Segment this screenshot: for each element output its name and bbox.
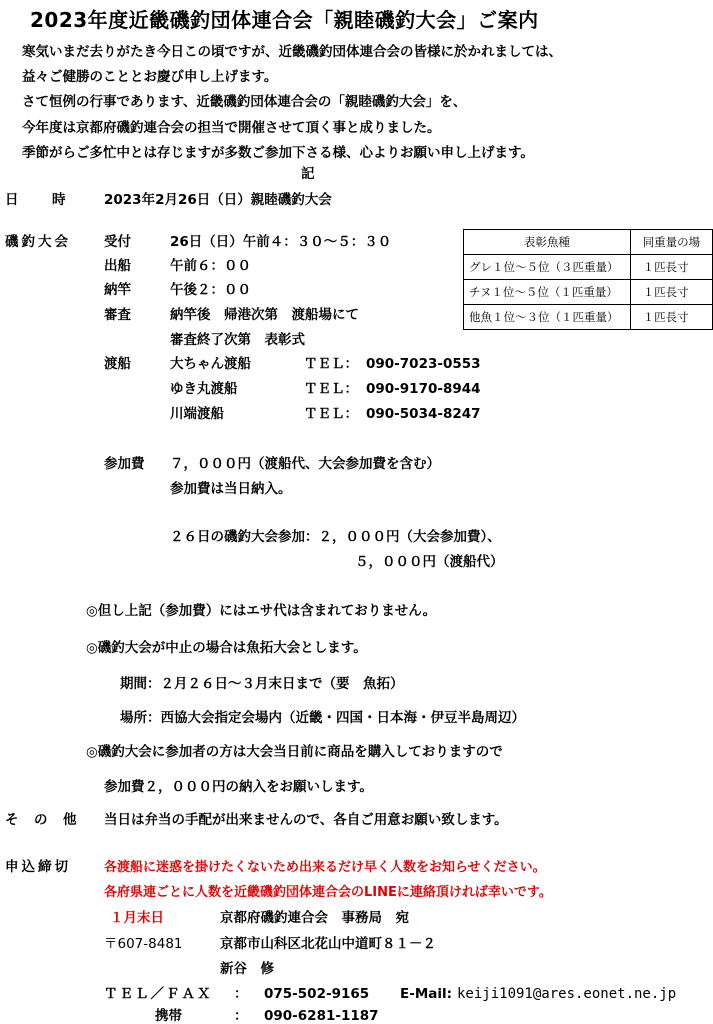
intro-line-3: さて恒例の行事であります、近畿磯釣団体連合会の「親睦磯釣大会」を、 [22, 94, 467, 110]
telfax-label: ＴＥＬ／ＦＡＸ [104, 986, 213, 1002]
taikai-label: 磯釣大会 [5, 234, 71, 250]
intro-line-5: 季節がらご多忙中とは存じますが多数ご参加下さる様、心よりお願い申し上げます。 [22, 145, 534, 161]
awards-cell: 他魚１位～３位（１匹重量） [464, 305, 631, 330]
telfax-number: 075-502-9165 [264, 986, 370, 1002]
awards-table [463, 229, 713, 330]
table-row [464, 255, 713, 280]
note-place: 場所：西協大会指定会場内（近畿・四国・日本海・伊豆半島周辺） [120, 710, 525, 726]
boat-tel-label: ＴＥＬ： [304, 381, 358, 397]
deadline-date: １月末日 [110, 910, 164, 926]
fee-breakdown-2: ５，０００円（渡船代） [355, 554, 504, 570]
other-value: 当日は弁当の手配が出来ませんので、各自ご用意お願い致します。 [104, 812, 508, 828]
note-period: 期間：２月２６日～３月末日まで（要 魚拓） [120, 676, 404, 692]
contact-name: 新谷 修 [220, 961, 274, 977]
deadline-recipient: 京都府磯釣連合会 事務局 宛 [220, 910, 409, 926]
fee-label: 参加費 [104, 456, 145, 472]
awards-cell: １匹長寸 [630, 255, 712, 280]
mobile-number: 090-6281-1187 [264, 1008, 379, 1024]
boat-tel-label: ＴＥＬ： [304, 406, 358, 422]
shinsa-value-2: 審査終了次第 表彰式 [170, 332, 305, 348]
boat-tel-label: ＴＥＬ： [304, 356, 358, 372]
awards-cell: チヌ１位～５位（１匹重量） [464, 280, 631, 305]
intro-line-4: 今年度は京都府磯釣連合会の担当で開催させて頂く事と成りました。 [22, 120, 441, 136]
nokan-value: 午後２：００ [170, 282, 251, 298]
note-payment: 参加費２，０００円の納入をお願いします。 [104, 779, 373, 795]
boat-name: ゆき丸渡船 [170, 381, 238, 397]
deadline-red-line-2: 各府県連ごとに人数を近畿磯釣団体連合会のLINEに連絡頂ければ幸いです。 [104, 885, 552, 900]
note-prize: ◎磯釣大会に参加者の方は大会当日前に商品を購入しておりますので [86, 744, 503, 760]
awards-cell: １匹長寸 [630, 280, 712, 305]
date-label: 日 時 [5, 192, 76, 208]
date-value: 2023年2月26日（日）親睦磯釣大会 [104, 192, 332, 208]
deadline-red-line-1: 各渡船に迷惑を掛けたくないため出来るだけ早く人数をお知らせください。 [104, 860, 546, 875]
awards-header-row [464, 230, 713, 255]
intro-line-2: 益々ご健勝のこととお慶び申し上げます。 [22, 69, 278, 85]
boat-tel: 090-5034-8247 [366, 406, 481, 422]
email-link[interactable]: keiji1091@ares.eonet.ne.jp [457, 986, 677, 1002]
telfax-colon: ： [234, 986, 248, 1002]
boat-name: 大ちゃん渡船 [170, 356, 251, 372]
boat-name: 川端渡船 [170, 406, 224, 422]
shinsa-value-1: 納竿後 帰港次第 渡船場にて [170, 307, 359, 323]
postal-code: 〒607-8481 [104, 936, 183, 952]
nokan-label: 納竿 [104, 282, 131, 298]
fee-value: ７，０００円（渡船代、大会参加費を含む） [170, 456, 440, 472]
mobile-label: 携帯 [155, 1008, 182, 1024]
boat-tel: 090-9170-8944 [366, 381, 481, 397]
note-bait: ◎但し上記（参加費）にはエサ代は含まれておりません。 [86, 603, 437, 619]
shinsa-label: 審査 [104, 307, 131, 323]
note-cancel: ◎磯釣大会が中止の場合は魚拓大会とします。 [86, 640, 367, 656]
deadline-label: 申込締切 [5, 859, 71, 875]
email-label: E-Mail: [400, 986, 453, 1002]
shussen-label: 出船 [104, 258, 131, 274]
uketsuke-label: 受付 [104, 234, 131, 250]
mobile-colon: ： [234, 1008, 248, 1024]
ki-heading: 記 [301, 166, 315, 182]
awards-cell: グレ１位～５位（３匹重量） [464, 255, 631, 280]
table-row [464, 305, 713, 330]
tosen-label: 渡船 [104, 356, 131, 372]
awards-cell: １匹長寸 [630, 305, 712, 330]
table-row [464, 280, 713, 305]
fee-breakdown-1: ２６日の磯釣大会参加：２，０００円（大会参加費）、 [170, 529, 501, 545]
awards-header-tie: 同重量の場 [630, 230, 712, 255]
boat-tel: 090-7023-0553 [366, 356, 481, 372]
fee-note: 参加費は当日納入。 [170, 481, 292, 497]
document-title: 2023年度近畿磯釣団体連合会「親睦磯釣大会」ご案内 [30, 8, 539, 32]
intro-line-1: 寒気いまだ去りがたき今日この頃ですが、近畿磯釣団体連合会の皆様に於かれましては、 [22, 44, 562, 60]
other-label: そ の 他 [5, 812, 78, 828]
awards-header-species: 表彰魚種 [464, 230, 631, 255]
address: 京都市山科区北花山中道町８１－２ [220, 936, 436, 952]
uketsuke-value: 26日（日）午前４：３０～５：３０ [170, 234, 392, 250]
shussen-value: 午前６：００ [170, 258, 251, 274]
